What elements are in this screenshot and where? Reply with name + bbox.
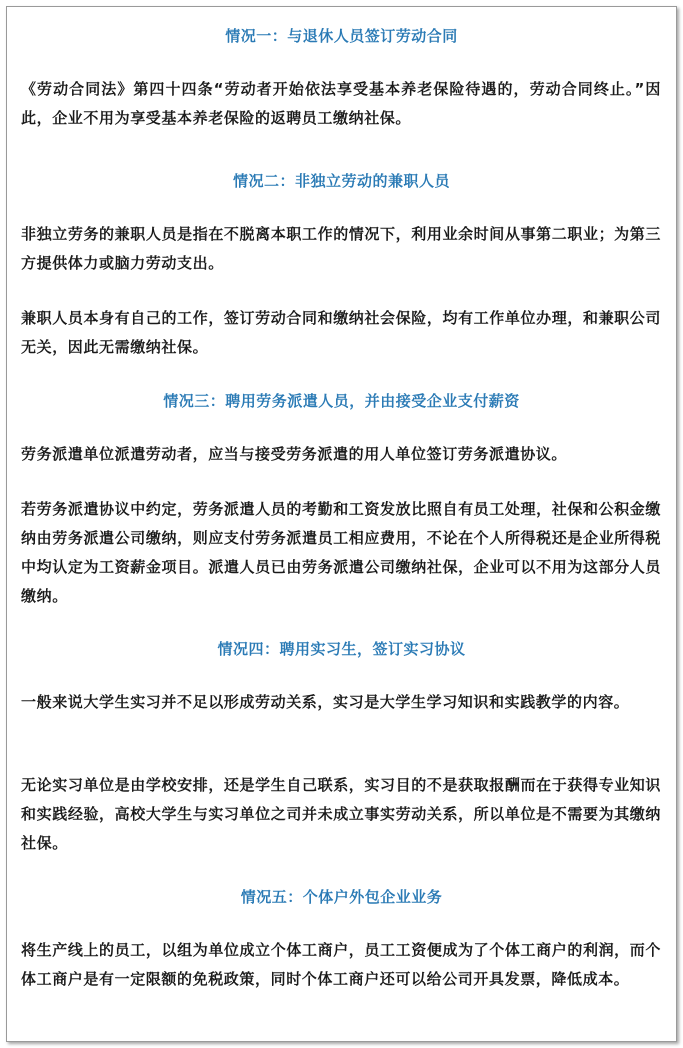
section-5-heading: 情况五：个体户外包企业业务 <box>240 888 443 906</box>
section-2-paragraph-2: 兼职人员本身有自己的工作，签订劳动合同和缴纳社会保险，均有工作单位办理，和兼职公司无关，因此无需缴纳社保。 <box>21 309 661 356</box>
section-3-paragraph-1: 劳务派遣单位派遣劳动者，应当与接受劳务派遣的用人单位签订劳务派遣协议。 <box>21 445 568 463</box>
section-3-heading: 情况三：聘用劳务派遣人员，并由接受企业支付薪资 <box>163 392 520 410</box>
section-2-paragraph-1: 非独立劳务的兼职人员是指在不脱离本职工作的情况下，利用业余时间从事第二职业；为第三方提供体力或脑力劳动支出。 <box>21 225 661 272</box>
section-4-heading: 情况四：聘用实习生，签订实习协议 <box>217 640 466 658</box>
section-5-paragraph-1: 将生产线上的员工，以组为单位成立个体工商户，员工工资便成为了个体工商户的利润，而个体工商户是有一定限额的免税政策，同时个体工商户还可以给公司开具发票，降低成本。 <box>21 941 661 988</box>
section-1-heading: 情况一：与退休人员签订劳动合同 <box>225 27 458 45</box>
section-3-paragraph-2: 若劳务派遣协议中约定，劳务派遣人员的考勤和工资发放比照自有员工处理，社保和公积金缴纳由劳务派遣公司缴纳，则应支付劳务派遣员工相应费用，不论在个人所得税还是企业所得税中均认定为工资薪金项目。派遣人员已由劳务派遣公司缴纳社保，企业可以不用为这部分人员缴纳。 <box>21 500 661 605</box>
section-1-paragraph-1: 《劳动合同法》第四十四条“劳动者开始依法享受基本养老保险待遇的，劳动合同终止。”因此，企业不用为享受基本养老保险的返聘员工缴纳社保。 <box>21 80 661 127</box>
section-2-heading: 情况二：非独立劳动的兼职人员 <box>232 172 450 190</box>
section-4-paragraph-2: 无论实习单位是由学校安排，还是学生自己联系，实习目的不是获取报酬而在于获得专业知识和实践经验，高校大学生与实习单位之司并未成立事实劳动关系，所以单位是不需要为其缴纳社保。 <box>21 776 661 852</box>
section-4-paragraph-1: 一般来说大学生实习并不足以形成劳动关系，实习是大学生学习知识和实践教学的内容。 <box>21 693 630 711</box>
